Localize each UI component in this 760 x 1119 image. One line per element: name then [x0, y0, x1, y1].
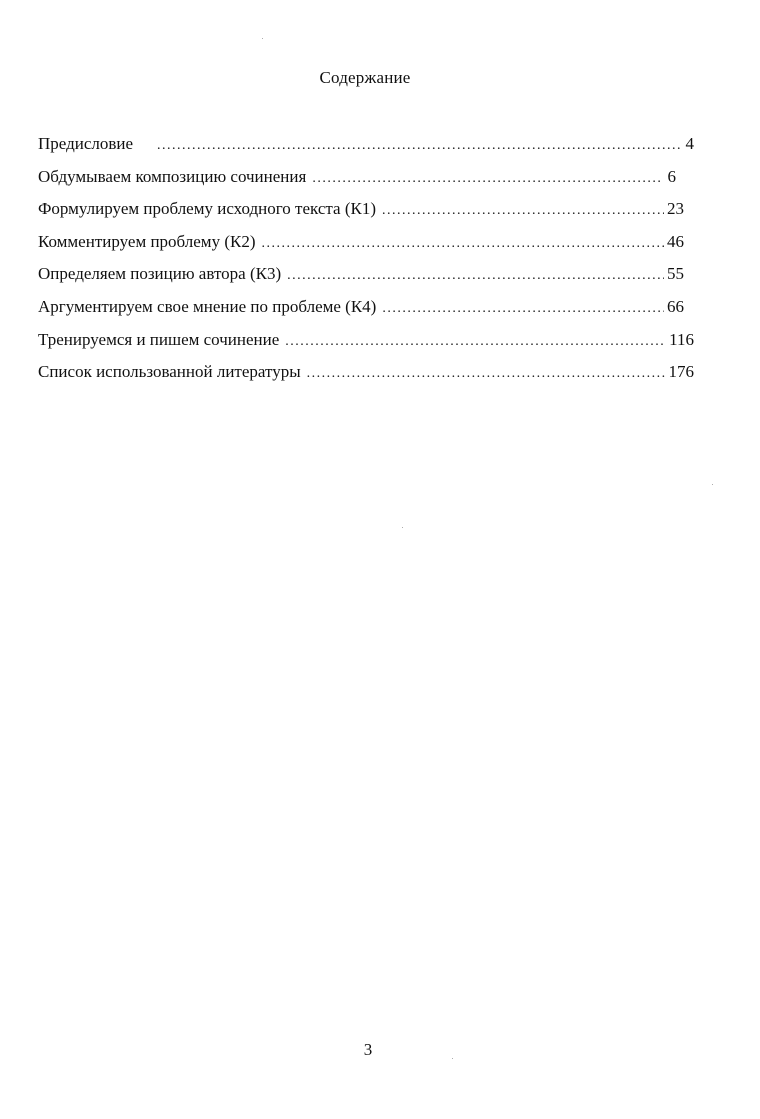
toc-entry-page: 23 [667, 199, 684, 219]
scan-speck [452, 1058, 453, 1059]
toc-entry-label: Тренируемся и пишем сочинение [38, 329, 280, 349]
toc-leader-dots [261, 237, 664, 251]
toc-entry [38, 232, 694, 265]
toc-entry [38, 167, 694, 200]
toc-entry [38, 330, 694, 363]
toc-entry-label: Обдумываем композицию сочинения [38, 166, 307, 186]
scan-speck [262, 38, 263, 39]
toc-leader-dots [382, 302, 664, 316]
toc-entry-page: 66 [667, 296, 684, 316]
toc-entry-page: 46 [667, 231, 684, 251]
toc-entry-label: Аргументируем свое мнение по проблеме (К4) [38, 296, 377, 316]
toc-entry-page: 116 [669, 329, 694, 349]
toc-leader-dots [157, 139, 681, 153]
toc-entry [38, 264, 694, 297]
toc-entry-page: 6 [667, 166, 676, 186]
toc-entry-label: Определяем позицию автора (К3) [38, 264, 282, 284]
toc-entry-label: Формулируем проблему исходного текста (К1) [38, 199, 377, 219]
page-number: 3 [363, 1040, 373, 1059]
toc-entry-page: 4 [685, 134, 694, 153]
toc-entry-label: Предисловие [38, 134, 134, 153]
toc-entry [38, 297, 694, 330]
scan-speck [402, 527, 403, 528]
toc-entry-page: 176 [668, 362, 694, 382]
toc-leader-dots [382, 204, 664, 218]
scan-speck [712, 484, 713, 485]
toc-entry [38, 362, 694, 395]
table-of-contents [38, 134, 694, 395]
toc-entry-label: Список использованной литературы [38, 362, 301, 382]
toc-entry-label: Комментируем проблему (К2) [38, 231, 256, 251]
page-title: Содержание [319, 68, 411, 87]
toc-leader-dots [287, 269, 664, 283]
toc-leader-dots [307, 367, 666, 381]
toc-entry [38, 199, 694, 232]
toc-leader-dots [285, 335, 666, 349]
toc-entry [38, 134, 694, 167]
toc-leader-dots [312, 172, 663, 186]
toc-entry-page: 55 [667, 264, 684, 284]
